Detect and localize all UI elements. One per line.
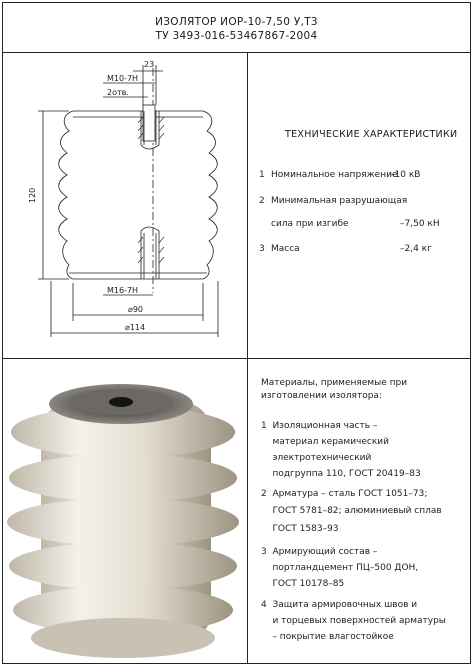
holes-label: 2отв. (107, 88, 129, 97)
spec-2-label-b: сила при изгибе (271, 219, 349, 229)
material-line: ГОСТ 5781–82; алюминиевый сплав (261, 506, 442, 516)
spec-reference: ТУ 3493-016-53467867-2004 (155, 30, 318, 42)
thread-top-label: М10-7Н (107, 74, 139, 83)
document-sheet (2, 2, 471, 664)
spec-1-value: –10 кВ (390, 170, 421, 180)
material-line: материал керамический (261, 437, 389, 447)
material-line: и торцевых поверхностей арматуры (261, 616, 446, 626)
threaded-hole (109, 397, 133, 407)
insulator-photo (3, 360, 248, 665)
materials-intro-a: Материалы, применяемые при (261, 378, 408, 388)
insulator-drawing (3, 53, 246, 358)
spec-1-label: Номинальное напряжение (271, 170, 398, 180)
spec-2-label-a: Минимальная разрушающая (271, 196, 408, 206)
specs-heading: ТЕХНИЧЕСКИЕ ХАРАКТЕРИСТИКИ (285, 129, 458, 140)
spec-2-number: 2 (259, 196, 265, 206)
material-line: ГОСТ 1583–93 (261, 524, 339, 534)
material-line: 4 Защита армировочных швов и (261, 600, 418, 610)
materials-intro-b: изготовлении изолятора: (261, 391, 382, 401)
section-divider (3, 358, 470, 359)
spec-2-value: –7,50 кН (400, 219, 440, 229)
product-title: ИЗОЛЯТОР ИОР-10-7,50 У,Т3 (155, 16, 318, 28)
height-label: 120 (28, 187, 37, 203)
spec-3-number: 3 (259, 244, 265, 254)
insulator-sheds (7, 402, 239, 658)
material-line: ГОСТ 10178–85 (261, 579, 345, 589)
thread-bottom-label: М16-7Н (107, 286, 139, 295)
dim-23-label: 23 (144, 60, 155, 69)
material-line: 1 Изоляционная часть – (261, 421, 378, 431)
material-line: портландцемент ПЦ–500 ДОН, (261, 563, 419, 573)
insulator-outline (59, 111, 218, 279)
material-line: электротехнический (261, 453, 372, 463)
title-block (3, 3, 470, 53)
material-line: 2 Арматура – сталь ГОСТ 1051–73; (261, 489, 428, 499)
column-divider-top (247, 52, 248, 359)
spec-1-number: 1 (259, 170, 265, 180)
material-line: подгруппа 110, ГОСТ 20419–83 (261, 469, 421, 479)
spec-3-value: –2,4 кг (400, 244, 432, 254)
spec-3-label: Масса (271, 244, 300, 254)
diam-90-label: ⌀90 (128, 305, 143, 314)
material-line: 3 Армирующий состав – (261, 547, 378, 557)
diam-114-label: ⌀114 (125, 323, 146, 332)
material-line: – покрытие влагостойкое (261, 632, 394, 642)
